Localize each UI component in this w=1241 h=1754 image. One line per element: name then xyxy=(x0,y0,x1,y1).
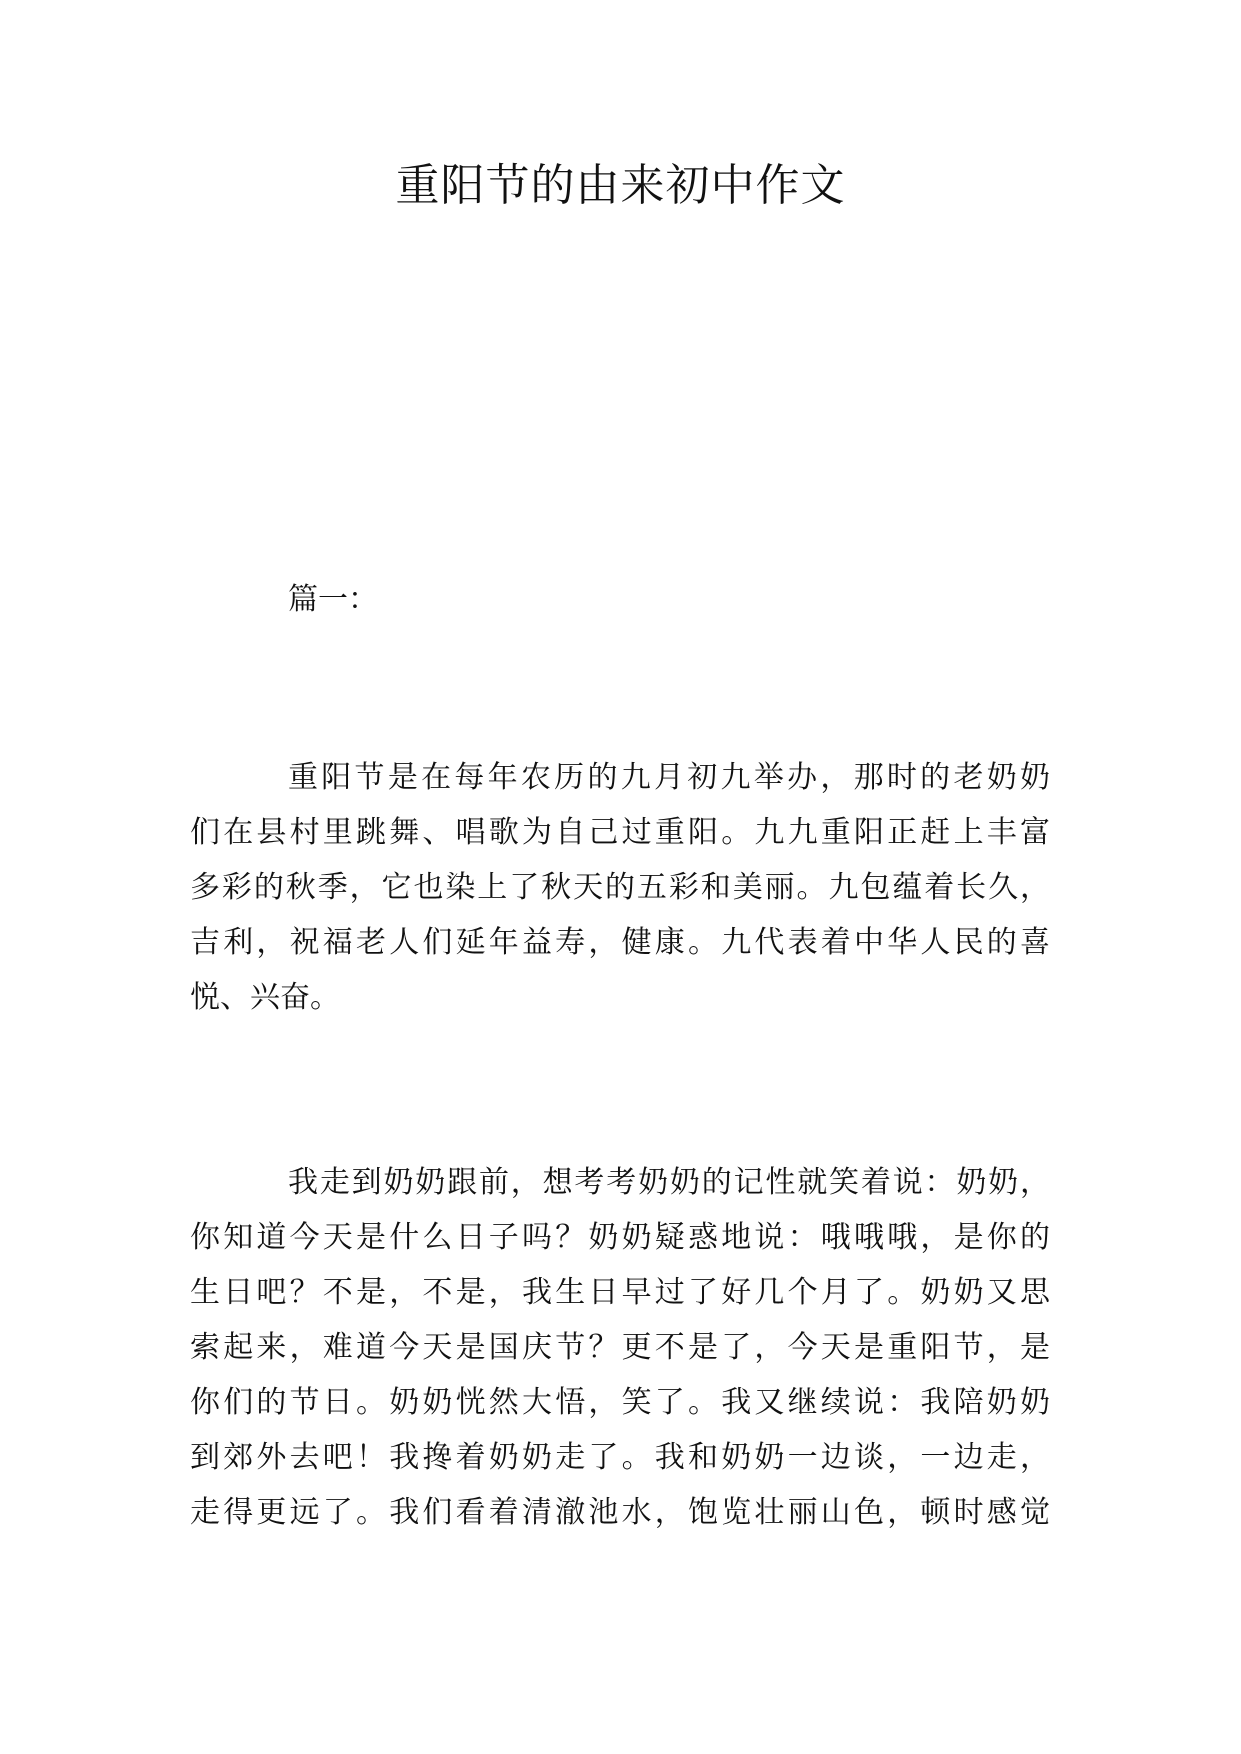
paragraph-line: 们在县村里跳舞、唱歌为自己过重阳。九九重阳正赶上丰富 xyxy=(190,815,1050,850)
paragraph-line: 你们的节日。奶奶恍然大悟，笑了。我又继续说：我陪奶奶 xyxy=(190,1385,1050,1420)
paragraph-line: 生日吧？不是，不是，我生日早过了好几个月了。奶奶又思 xyxy=(190,1275,1050,1310)
paragraph-line: 索起来，难道今天是国庆节？更不是了，今天是重阳节，是 xyxy=(190,1330,1050,1365)
document-title: 重阳节的由来初中作文 xyxy=(395,160,846,211)
paragraph-line: 重阳节是在每年农历的九月初九举办，那时的老奶奶 xyxy=(288,760,1050,795)
section-label: 篇一： xyxy=(288,582,378,617)
paragraph-line: 你知道今天是什么日子吗？奶奶疑惑地说：哦哦哦，是你的 xyxy=(190,1220,1050,1255)
paragraph-line: 走得更远了。我们看着清澈池水，饱览壮丽山色，顿时感觉 xyxy=(190,1495,1050,1530)
paragraph-line: 悦、兴奋。 xyxy=(190,980,340,1015)
paragraph-2 xyxy=(190,1155,1050,1540)
paragraph-line: 我走到奶奶跟前，想考考奶奶的记性就笑着说：奶奶， xyxy=(288,1165,1050,1200)
paragraph-line: 到郊外去吧！我搀着奶奶走了。我和奶奶一边谈，一边走， xyxy=(190,1440,1050,1475)
paragraph-line: 吉利，祝福老人们延年益寿，健康。九代表着中华人民的喜 xyxy=(190,925,1050,960)
paragraph-line: 多彩的秋季，它也染上了秋天的五彩和美丽。九包蕴着长久， xyxy=(190,870,1050,905)
paragraph-1 xyxy=(190,750,1050,1025)
